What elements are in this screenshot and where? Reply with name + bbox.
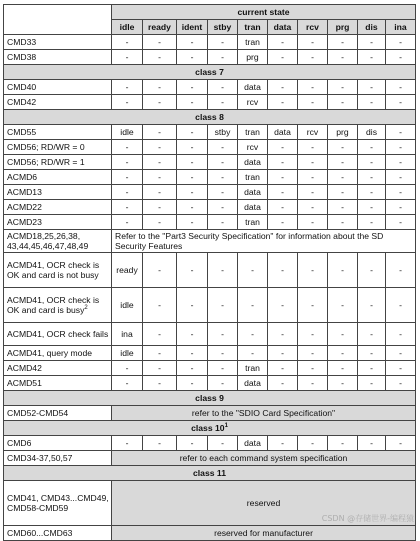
state-cell-ina: - xyxy=(386,323,416,346)
state-cell-ina: - xyxy=(386,376,416,391)
state-cell-idle: idle xyxy=(112,125,143,140)
state-cell-stby: - xyxy=(208,170,238,185)
command-label: ACMD41, OCR check fails xyxy=(7,329,109,339)
state-cell-idle: - xyxy=(112,95,143,110)
state-cell-data: - xyxy=(268,288,298,323)
state-cell-ready: - xyxy=(143,125,177,140)
command-label: CMD56; RD/WR = 0 xyxy=(7,142,85,152)
state-cell-stby: - xyxy=(208,361,238,376)
state-cell-idle: - xyxy=(112,80,143,95)
table-row xyxy=(4,80,416,95)
command-label: ACMD42 xyxy=(7,363,42,373)
state-cell-tran: tran xyxy=(238,215,268,230)
command-cell xyxy=(4,35,112,50)
state-cell-dis: - xyxy=(358,215,386,230)
command-cell xyxy=(4,50,112,65)
command-label: CMD55 xyxy=(7,127,37,137)
state-cell-idle: - xyxy=(112,376,143,391)
state-cell-ident: - xyxy=(177,185,208,200)
state-cell-idle: - xyxy=(112,436,143,451)
state-cell-ident: - xyxy=(177,288,208,323)
command-cell xyxy=(4,451,112,466)
state-cell-tran: data xyxy=(238,436,268,451)
command-label: CMD6 xyxy=(7,438,32,448)
state-cell-stby: stby xyxy=(208,125,238,140)
command-label: CMD40 xyxy=(7,82,37,92)
state-cell-stby: - xyxy=(208,95,238,110)
state-cell-idle: - xyxy=(112,361,143,376)
state-cell-rcv: - xyxy=(298,95,328,110)
footnote-marker: 2 xyxy=(84,305,88,312)
state-header-ina: ina xyxy=(386,20,416,35)
class-label: class 11 xyxy=(193,468,226,478)
state-cell-tran: - xyxy=(238,253,268,288)
state-cell-dis: - xyxy=(358,155,386,170)
state-cell-dis: - xyxy=(358,288,386,323)
state-cell-stby: - xyxy=(208,376,238,391)
class-label: class 7 xyxy=(195,67,224,77)
table-row xyxy=(4,95,416,110)
class-row xyxy=(4,391,416,406)
state-cell-dis: - xyxy=(358,35,386,50)
state-cell-idle: - xyxy=(112,200,143,215)
state-cell-ready: - xyxy=(143,376,177,391)
state-cell-stby: - xyxy=(208,215,238,230)
state-cell-data: - xyxy=(268,95,298,110)
class-heading xyxy=(4,466,416,481)
state-cell-ident: - xyxy=(177,436,208,451)
state-cell-ina: - xyxy=(386,50,416,65)
state-cell-stby: - xyxy=(208,50,238,65)
state-header-idle: idle xyxy=(112,20,143,35)
state-cell-ready: - xyxy=(143,253,177,288)
state-cell-prg: prg xyxy=(328,125,358,140)
state-cell-stby: - xyxy=(208,140,238,155)
table-row xyxy=(4,185,416,200)
state-cell-stby: - xyxy=(208,35,238,50)
state-cell-data: - xyxy=(268,436,298,451)
command-cell xyxy=(4,140,112,155)
class-heading xyxy=(4,391,416,406)
state-cell-ready: - xyxy=(143,185,177,200)
table-row xyxy=(4,526,416,541)
state-cell-ina: - xyxy=(386,35,416,50)
state-header-prg: prg xyxy=(328,20,358,35)
state-cell-ina: - xyxy=(386,346,416,361)
state-cell-ina: - xyxy=(386,436,416,451)
state-cell-prg: - xyxy=(328,35,358,50)
header-corner-lower xyxy=(4,20,112,35)
state-cell-idle: - xyxy=(112,185,143,200)
state-cell-ready: - xyxy=(143,80,177,95)
command-label: ACMD6 xyxy=(7,172,38,182)
command-cell xyxy=(4,253,112,288)
state-cell-prg: - xyxy=(328,80,358,95)
state-cell-prg: - xyxy=(328,155,358,170)
state-cell-data: - xyxy=(268,323,298,346)
command-label: CMD52-CMD54 xyxy=(7,408,69,418)
state-header-stby: stby xyxy=(208,20,238,35)
command-cell xyxy=(4,406,112,421)
state-cell-ready: - xyxy=(143,200,177,215)
table-row xyxy=(4,230,416,253)
state-cell-dis: - xyxy=(358,50,386,65)
table-row xyxy=(4,215,416,230)
state-cell-rcv: - xyxy=(298,376,328,391)
state-cell-rcv: - xyxy=(298,215,328,230)
state-cell-rcv: rcv xyxy=(298,125,328,140)
state-cell-data: - xyxy=(268,361,298,376)
state-cell-tran: data xyxy=(238,185,268,200)
watermark: CSDN @存储世界-编程猿 xyxy=(321,514,414,523)
state-cell-ident: - xyxy=(177,200,208,215)
state-cell-stby: - xyxy=(208,346,238,361)
state-cell-idle: - xyxy=(112,155,143,170)
state-header-ready: ready xyxy=(143,20,177,35)
state-cell-ident: - xyxy=(177,253,208,288)
class-row xyxy=(4,65,416,80)
state-cell-dis: - xyxy=(358,346,386,361)
command-label: CMD34-37,50,57 xyxy=(7,453,73,463)
state-cell-tran: data xyxy=(238,80,268,95)
state-cell-ina: - xyxy=(386,215,416,230)
class-label: class 8 xyxy=(195,112,224,122)
state-cell-prg: - xyxy=(328,288,358,323)
state-cell-data: - xyxy=(268,346,298,361)
state-cell-prg: - xyxy=(328,95,358,110)
state-cell-idle: ready xyxy=(112,253,143,288)
state-cell-data: - xyxy=(268,170,298,185)
command-cell xyxy=(4,215,112,230)
span-note-cell: refer to the "SDIO Card Specification" xyxy=(112,406,416,421)
command-cell xyxy=(4,361,112,376)
table-row xyxy=(4,170,416,185)
command-cell xyxy=(4,185,112,200)
state-cell-tran: tran xyxy=(238,170,268,185)
state-cell-dis: - xyxy=(358,361,386,376)
state-cell-dis: dis xyxy=(358,125,386,140)
state-cell-prg: - xyxy=(328,140,358,155)
state-cell-rcv: - xyxy=(298,80,328,95)
state-cell-tran: prg xyxy=(238,50,268,65)
state-cell-ident: - xyxy=(177,346,208,361)
command-label: ACMD41, query mode xyxy=(7,348,93,358)
class-label: class 9 xyxy=(195,393,224,403)
state-cell-ready: - xyxy=(143,140,177,155)
state-table xyxy=(3,4,416,541)
command-cell xyxy=(4,230,112,253)
state-cell-ident: - xyxy=(177,50,208,65)
table-row xyxy=(4,288,416,323)
span-note-cell: reserved xyxy=(112,481,416,526)
state-cell-prg: - xyxy=(328,170,358,185)
state-cell-ready: - xyxy=(143,170,177,185)
state-cell-prg: - xyxy=(328,436,358,451)
state-header-rcv: rcv xyxy=(298,20,328,35)
command-cell xyxy=(4,125,112,140)
state-cell-data: - xyxy=(268,185,298,200)
command-label: ACMD41, OCR check is OK and card is busy xyxy=(7,295,100,315)
state-cell-rcv: - xyxy=(298,323,328,346)
state-cell-stby: - xyxy=(208,155,238,170)
state-cell-rcv: - xyxy=(298,436,328,451)
state-cell-ina: - xyxy=(386,80,416,95)
state-cell-ready: - xyxy=(143,155,177,170)
command-cell xyxy=(4,80,112,95)
span-note-cell: refer to each command system specification xyxy=(112,451,416,466)
command-cell xyxy=(4,526,112,541)
class-heading xyxy=(4,65,416,80)
command-label: ACMD51 xyxy=(7,378,42,388)
state-cell-tran: tran xyxy=(238,35,268,50)
state-cell-dis: - xyxy=(358,185,386,200)
state-cell-data: - xyxy=(268,376,298,391)
state-cell-prg: - xyxy=(328,215,358,230)
state-cell-data: - xyxy=(268,215,298,230)
state-cell-rcv: - xyxy=(298,185,328,200)
state-cell-dis: - xyxy=(358,170,386,185)
state-cell-tran: - xyxy=(238,288,268,323)
class-row xyxy=(4,466,416,481)
state-cell-idle: idle xyxy=(112,288,143,323)
state-cell-dis: - xyxy=(358,200,386,215)
state-cell-tran: - xyxy=(238,346,268,361)
state-cell-prg: - xyxy=(328,361,358,376)
command-cell xyxy=(4,436,112,451)
command-label: CMD41, CMD43...CMD49, CMD58-CMD59 xyxy=(7,493,109,513)
state-cell-stby: - xyxy=(208,436,238,451)
command-label: ACMD41, OCR check is OK and card is not busy xyxy=(7,260,100,280)
state-cell-dis: - xyxy=(358,436,386,451)
state-cell-dis: - xyxy=(358,80,386,95)
state-cell-ina: - xyxy=(386,200,416,215)
state-cell-rcv: - xyxy=(298,170,328,185)
state-cell-data: data xyxy=(268,125,298,140)
command-cell xyxy=(4,288,112,323)
state-cell-rcv: - xyxy=(298,35,328,50)
state-cell-idle: - xyxy=(112,140,143,155)
state-cell-idle: - xyxy=(112,50,143,65)
table-row xyxy=(4,346,416,361)
state-cell-ready: - xyxy=(143,215,177,230)
table-row xyxy=(4,140,416,155)
state-cell-data: - xyxy=(268,50,298,65)
table-row xyxy=(4,361,416,376)
state-cell-ident: - xyxy=(177,155,208,170)
state-cell-ina: - xyxy=(386,185,416,200)
state-cell-ina: - xyxy=(386,288,416,323)
state-cell-prg: - xyxy=(328,346,358,361)
state-cell-ident: - xyxy=(177,125,208,140)
state-cell-stby: - xyxy=(208,288,238,323)
state-cell-prg: - xyxy=(328,376,358,391)
state-cell-stby: - xyxy=(208,185,238,200)
state-cell-idle: - xyxy=(112,215,143,230)
command-label: ACMD22 xyxy=(7,202,42,212)
state-cell-ident: - xyxy=(177,95,208,110)
state-cell-ready: - xyxy=(143,50,177,65)
class-row xyxy=(4,421,416,436)
state-cell-data: - xyxy=(268,253,298,288)
state-cell-ina: - xyxy=(386,361,416,376)
command-cell xyxy=(4,481,112,526)
state-cell-data: - xyxy=(268,140,298,155)
state-cell-dis: - xyxy=(358,323,386,346)
state-cell-stby: - xyxy=(208,253,238,288)
command-cell xyxy=(4,170,112,185)
state-cell-stby: - xyxy=(208,200,238,215)
state-cell-ident: - xyxy=(177,140,208,155)
command-label: CMD33 xyxy=(7,37,37,47)
command-label: ACMD13 xyxy=(7,187,42,197)
table-row xyxy=(4,406,416,421)
state-cell-dis: - xyxy=(358,95,386,110)
state-cell-stby: - xyxy=(208,80,238,95)
state-cell-prg: - xyxy=(328,185,358,200)
command-cell xyxy=(4,200,112,215)
state-cell-rcv: - xyxy=(298,361,328,376)
state-cell-ina: - xyxy=(386,155,416,170)
table-row xyxy=(4,200,416,215)
state-cell-tran: - xyxy=(238,323,268,346)
table-row xyxy=(4,376,416,391)
state-cell-ina: - xyxy=(386,95,416,110)
state-cell-dis: - xyxy=(358,253,386,288)
state-cell-data: - xyxy=(268,200,298,215)
class-heading xyxy=(4,110,416,125)
state-cell-ident: - xyxy=(177,35,208,50)
state-cell-idle: idle xyxy=(112,346,143,361)
state-cell-tran: data xyxy=(238,155,268,170)
state-cell-ready: - xyxy=(143,95,177,110)
table-row xyxy=(4,35,416,50)
state-cell-tran: data xyxy=(238,376,268,391)
table-row xyxy=(4,155,416,170)
table-row xyxy=(4,323,416,346)
state-cell-prg: - xyxy=(328,253,358,288)
state-cell-rcv: - xyxy=(298,346,328,361)
state-cell-tran: tran xyxy=(238,125,268,140)
command-label: CMD38 xyxy=(7,52,37,62)
state-header-ident: ident xyxy=(177,20,208,35)
table-row xyxy=(4,125,416,140)
command-label: ACMD18,25,26,38, 43,44,45,46,47,48,49 xyxy=(7,231,89,251)
table-row xyxy=(4,436,416,451)
state-cell-ina: - xyxy=(386,140,416,155)
state-cell-rcv: - xyxy=(298,253,328,288)
command-cell xyxy=(4,323,112,346)
command-label: CMD42 xyxy=(7,97,37,107)
state-cell-ready: - xyxy=(143,436,177,451)
header-corner xyxy=(4,5,112,20)
state-cell-prg: - xyxy=(328,50,358,65)
state-cell-idle: - xyxy=(112,170,143,185)
span-note-cell: Refer to the "Part3 Security Specification" for information about the SD Security Features xyxy=(112,230,416,253)
table-row xyxy=(4,253,416,288)
state-cell-ina: - xyxy=(386,125,416,140)
class-label: class 10 xyxy=(191,423,225,433)
state-cell-ready: - xyxy=(143,346,177,361)
state-cell-stby: - xyxy=(208,323,238,346)
state-cell-ready: - xyxy=(143,323,177,346)
table-row xyxy=(4,451,416,466)
state-cell-idle: - xyxy=(112,35,143,50)
state-cell-rcv: - xyxy=(298,200,328,215)
state-cell-idle: ina xyxy=(112,323,143,346)
state-header-data: data xyxy=(268,20,298,35)
command-cell xyxy=(4,155,112,170)
state-cell-data: - xyxy=(268,155,298,170)
state-cell-tran: rcv xyxy=(238,95,268,110)
state-cell-rcv: - xyxy=(298,140,328,155)
span-note-cell: reserved for manufacturer xyxy=(112,526,416,541)
state-cell-prg: - xyxy=(328,323,358,346)
state-cell-ident: - xyxy=(177,215,208,230)
state-cell-dis: - xyxy=(358,376,386,391)
state-cell-ident: - xyxy=(177,376,208,391)
state-cell-ina: - xyxy=(386,253,416,288)
state-header-dis: dis xyxy=(358,20,386,35)
state-cell-ident: - xyxy=(177,361,208,376)
table-body xyxy=(4,35,416,541)
state-cell-rcv: - xyxy=(298,155,328,170)
state-cell-tran: tran xyxy=(238,361,268,376)
state-cell-ident: - xyxy=(177,170,208,185)
state-cell-ready: - xyxy=(143,35,177,50)
class-heading xyxy=(4,421,416,436)
state-cell-ina: - xyxy=(386,170,416,185)
command-cell xyxy=(4,346,112,361)
header-row-states xyxy=(4,20,416,35)
class-row xyxy=(4,110,416,125)
command-label: CMD56; RD/WR = 1 xyxy=(7,157,85,167)
header-row-group xyxy=(4,5,416,20)
state-cell-rcv: - xyxy=(298,50,328,65)
state-cell-rcv: - xyxy=(298,288,328,323)
state-cell-prg: - xyxy=(328,200,358,215)
command-cell xyxy=(4,376,112,391)
state-cell-ready: - xyxy=(143,361,177,376)
state-cell-ident: - xyxy=(177,323,208,346)
footnote-marker: 1 xyxy=(224,423,228,430)
state-cell-data: - xyxy=(268,80,298,95)
state-cell-ready: - xyxy=(143,288,177,323)
state-cell-data: - xyxy=(268,35,298,50)
state-cell-tran: data xyxy=(238,200,268,215)
command-label: CMD60...CMD63 xyxy=(7,528,73,538)
state-header-tran: tran xyxy=(238,20,268,35)
state-cell-dis: - xyxy=(358,140,386,155)
table-row xyxy=(4,50,416,65)
command-label: ACMD23 xyxy=(7,217,42,227)
state-cell-tran: rcv xyxy=(238,140,268,155)
state-cell-ident: - xyxy=(177,80,208,95)
command-cell xyxy=(4,95,112,110)
current-state-heading: current state xyxy=(112,5,416,20)
